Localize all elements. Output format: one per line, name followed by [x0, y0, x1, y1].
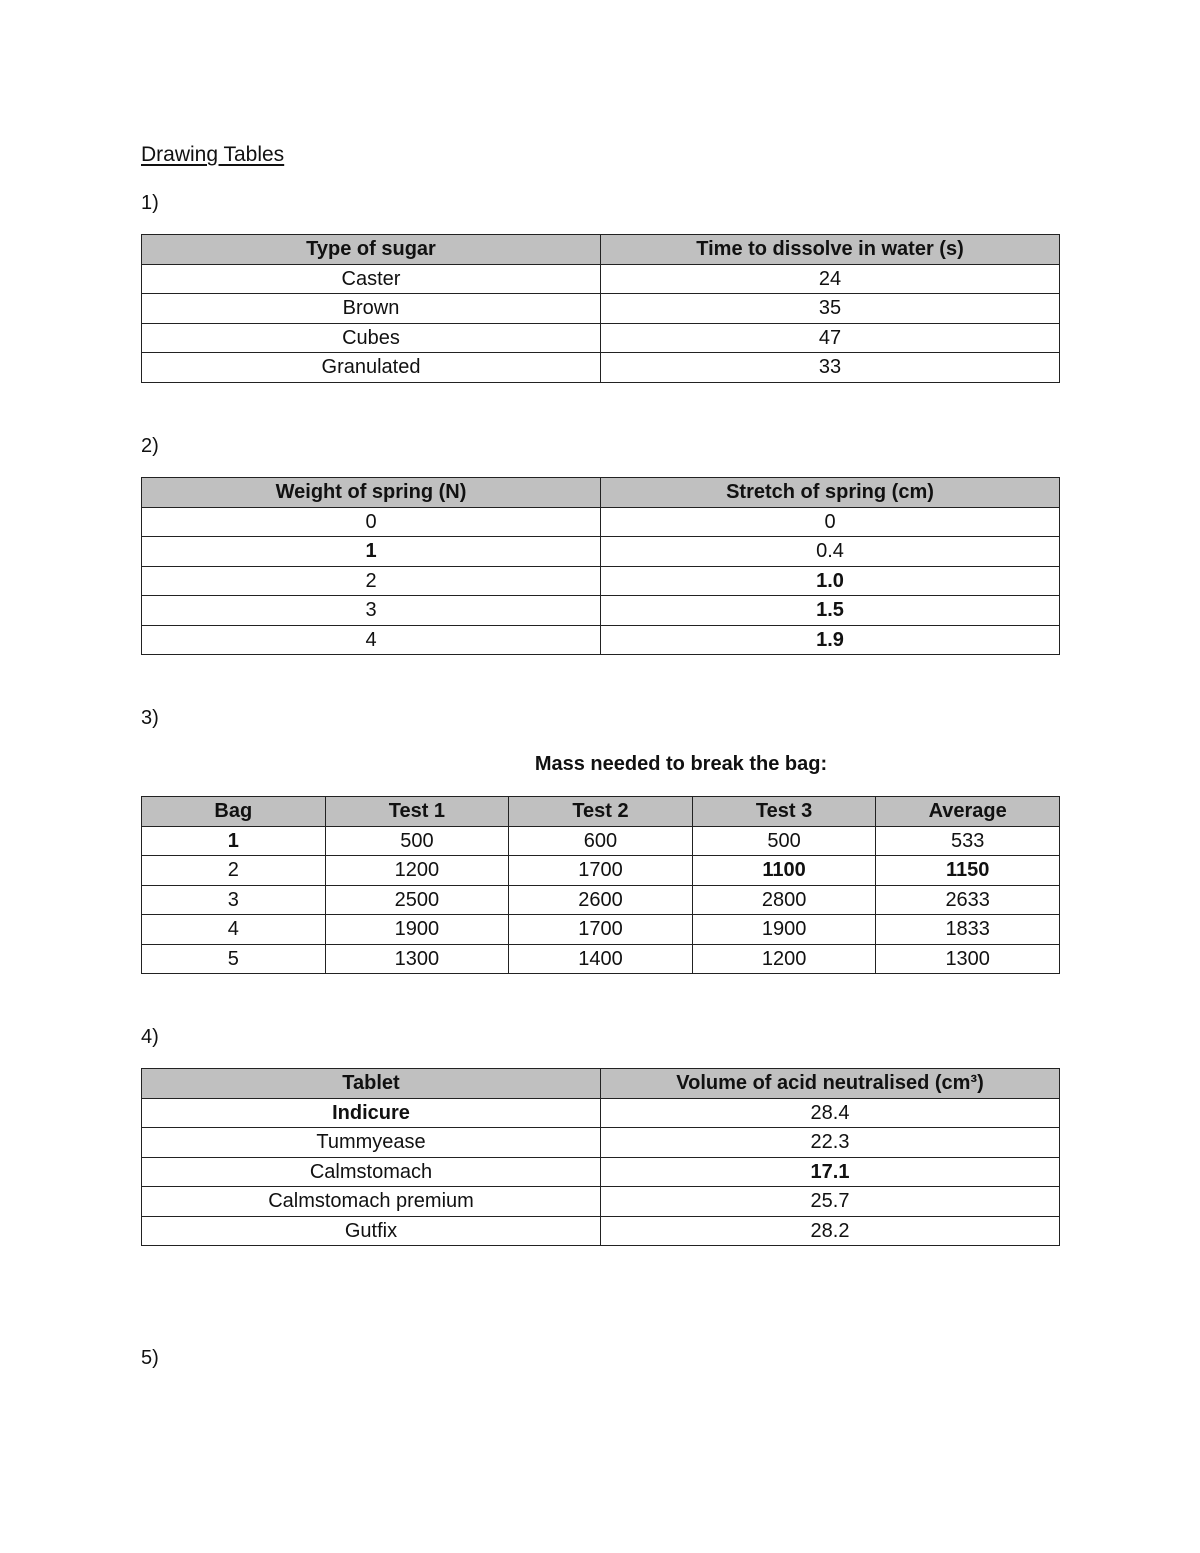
table-cell: 2 — [142, 856, 326, 886]
table-cell: 47 — [601, 323, 1060, 353]
table-header-row — [142, 797, 1060, 827]
question-5-label: 5) — [141, 1347, 159, 1369]
table-cell: 500 — [692, 826, 876, 856]
antacid-tablet-table — [141, 1068, 1060, 1246]
table-cell: 3 — [142, 596, 601, 626]
table-row — [142, 944, 1060, 974]
table-cell: Calmstomach premium — [142, 1187, 601, 1217]
table-cell: 2600 — [509, 885, 693, 915]
table-cell: 1150 — [876, 856, 1060, 886]
table-header-row — [142, 235, 1060, 265]
table-cell: 28.2 — [601, 1216, 1060, 1246]
table-header-row — [142, 478, 1060, 508]
table-cell: 2 — [142, 566, 601, 596]
table-cell: 2500 — [325, 885, 509, 915]
column-header: Time to dissolve in water (s) — [601, 235, 1060, 265]
table-cell: Calmstomach — [142, 1157, 601, 1187]
table-cell: 5 — [142, 944, 326, 974]
spring-stretch-table — [141, 477, 1060, 655]
table-cell: 1900 — [692, 915, 876, 945]
table-cell: 1.5 — [601, 596, 1060, 626]
table-cell: 1200 — [325, 856, 509, 886]
table-cell: 22.3 — [601, 1128, 1060, 1158]
table-cell: 1400 — [509, 944, 693, 974]
table-cell: 17.1 — [601, 1157, 1060, 1187]
table-cell: Caster — [142, 264, 601, 294]
table-row — [142, 1128, 1060, 1158]
table-row — [142, 885, 1060, 915]
table-cell: Brown — [142, 294, 601, 324]
table-row — [142, 537, 1060, 567]
table-row — [142, 1098, 1060, 1128]
table-row — [142, 915, 1060, 945]
table-row — [142, 625, 1060, 655]
table-cell: 2800 — [692, 885, 876, 915]
column-header: Average — [876, 797, 1060, 827]
table-cell: 28.4 — [601, 1098, 1060, 1128]
table-cell: Cubes — [142, 323, 601, 353]
table-cell: 1100 — [692, 856, 876, 886]
table-cell: Granulated — [142, 353, 601, 383]
table-row — [142, 294, 1060, 324]
table-cell: Indicure — [142, 1098, 601, 1128]
table-cell: Tummyease — [142, 1128, 601, 1158]
table-cell: 1200 — [692, 944, 876, 974]
table-cell: 1300 — [876, 944, 1060, 974]
table-cell: 0 — [142, 507, 601, 537]
table-cell: 33 — [601, 353, 1060, 383]
table-cell: 1300 — [325, 944, 509, 974]
column-header: Bag — [142, 797, 326, 827]
table-cell: 1700 — [509, 856, 693, 886]
table-cell: 1 — [142, 826, 326, 856]
table-cell: 4 — [142, 625, 601, 655]
table-cell: 0.4 — [601, 537, 1060, 567]
question-3-label: 3) — [141, 707, 159, 729]
page-title: Drawing Tables — [141, 143, 285, 166]
table-cell: 600 — [509, 826, 693, 856]
table-row — [142, 856, 1060, 886]
table-cell: Gutfix — [142, 1216, 601, 1246]
question-2-label: 2) — [141, 435, 159, 457]
column-header: Type of sugar — [142, 235, 601, 265]
column-header: Tablet — [142, 1069, 601, 1099]
table-cell: 0 — [601, 507, 1060, 537]
table-cell: 1900 — [325, 915, 509, 945]
table-cell: 2633 — [876, 885, 1060, 915]
table-row — [142, 596, 1060, 626]
table-row — [142, 507, 1060, 537]
column-header: Test 2 — [509, 797, 693, 827]
table-cell: 1 — [142, 537, 601, 567]
table-header-row — [142, 1069, 1060, 1099]
column-header: Test 3 — [692, 797, 876, 827]
table-caption: Mass needed to break the bag: — [534, 753, 828, 775]
sugar-dissolve-table — [141, 234, 1060, 383]
table-cell: 1833 — [876, 915, 1060, 945]
table-cell: 1.0 — [601, 566, 1060, 596]
table-cell: 25.7 — [601, 1187, 1060, 1217]
table-row — [142, 1216, 1060, 1246]
question-4-label: 4) — [141, 1026, 159, 1048]
table-cell: 1.9 — [601, 625, 1060, 655]
table-cell: 1700 — [509, 915, 693, 945]
table-row — [142, 353, 1060, 383]
table-row — [142, 323, 1060, 353]
table-row — [142, 1187, 1060, 1217]
table-cell: 3 — [142, 885, 326, 915]
column-header: Stretch of spring (cm) — [601, 478, 1060, 508]
column-header: Weight of spring (N) — [142, 478, 601, 508]
table-cell: 500 — [325, 826, 509, 856]
table-row — [142, 264, 1060, 294]
table-row — [142, 826, 1060, 856]
column-header: Volume of acid neutralised (cm³) — [601, 1069, 1060, 1099]
table-row — [142, 1157, 1060, 1187]
column-header: Test 1 — [325, 797, 509, 827]
table-cell: 24 — [601, 264, 1060, 294]
table-row — [142, 566, 1060, 596]
table-cell: 35 — [601, 294, 1060, 324]
question-1-label: 1) — [141, 192, 159, 214]
bag-break-mass-table — [141, 796, 1060, 974]
table-cell: 533 — [876, 826, 1060, 856]
table-cell: 4 — [142, 915, 326, 945]
